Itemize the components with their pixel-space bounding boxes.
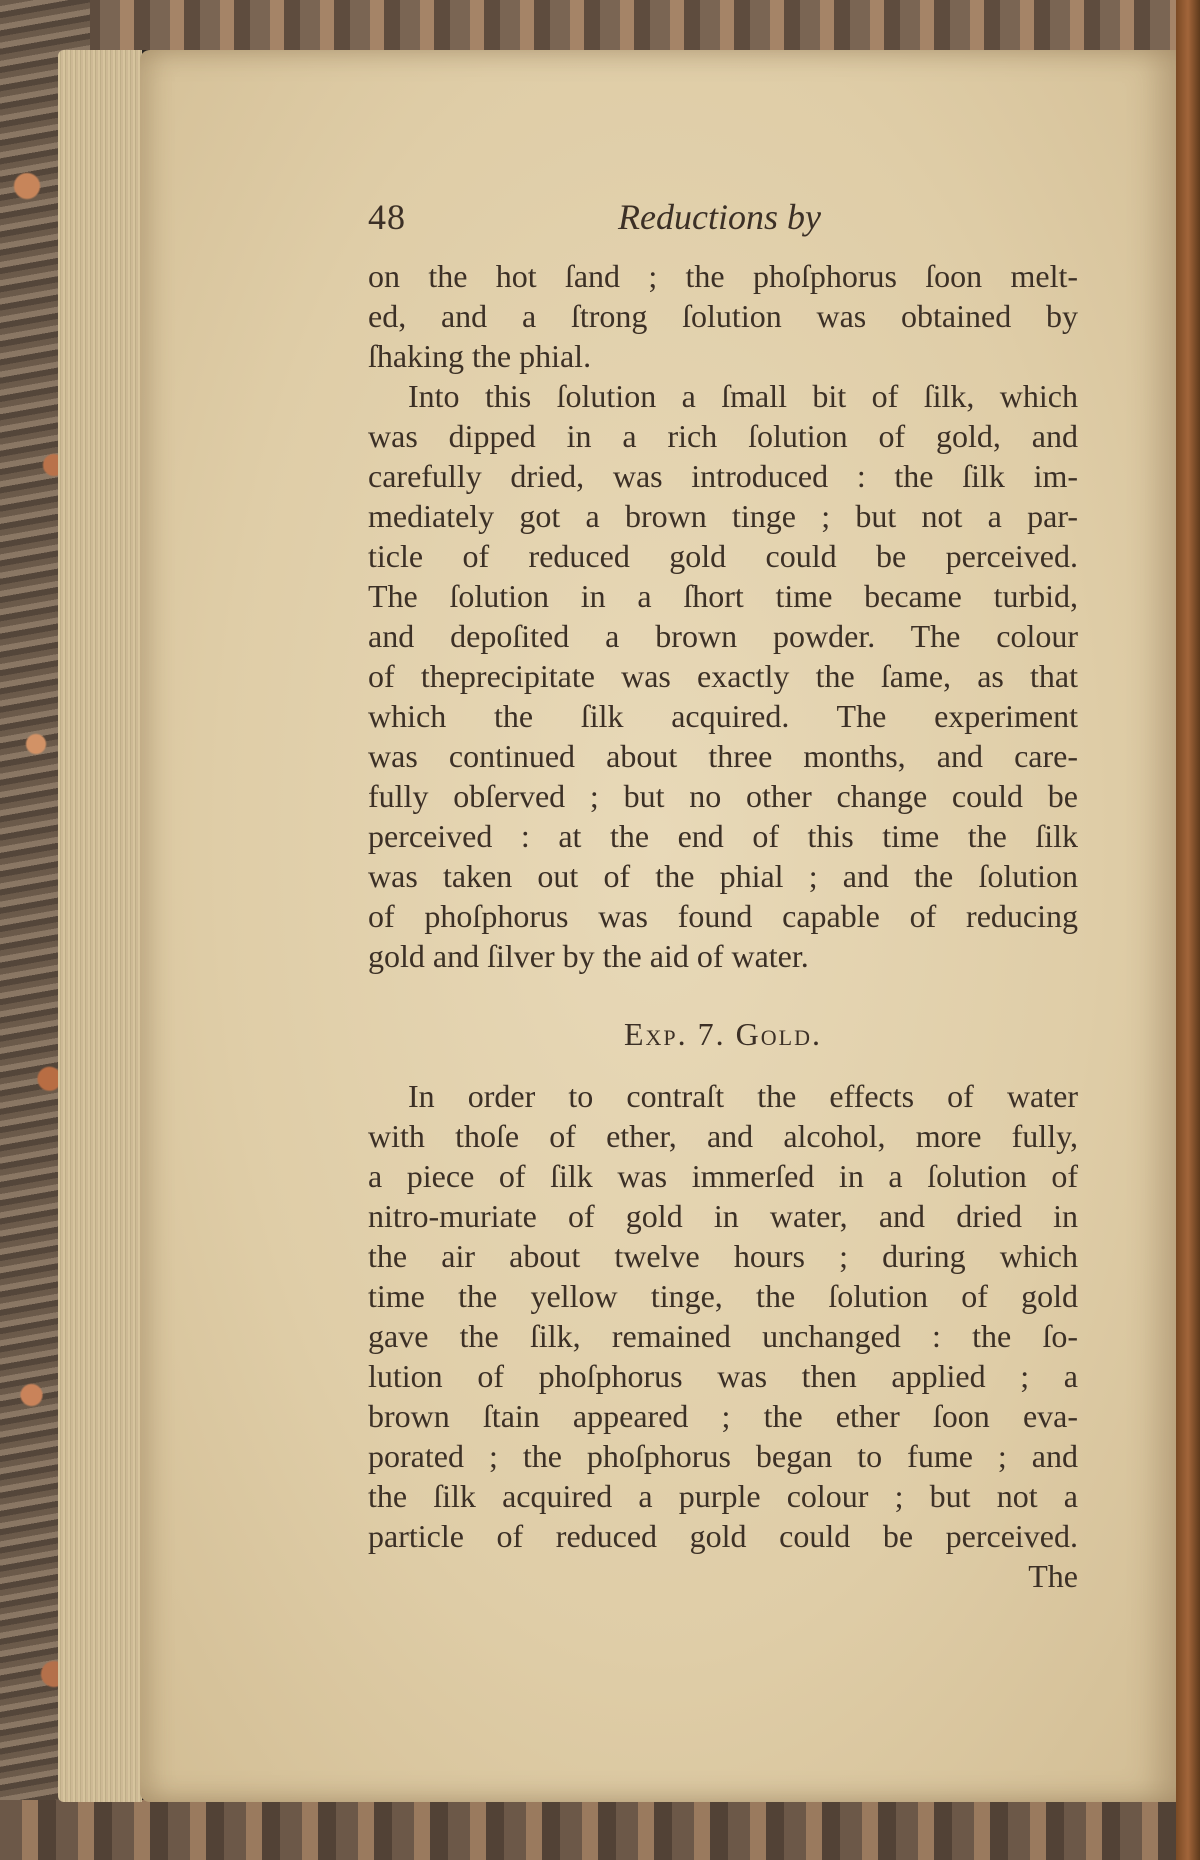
text-line: gave the ſilk, remained unchanged : the ſo- — [368, 1318, 1078, 1354]
text-line: was dipped in a rich ſolution of gold, and — [368, 418, 1078, 454]
catchword: The — [1028, 1558, 1078, 1594]
text-line: a piece of ſilk was immerſed in a ſolution of — [368, 1158, 1078, 1194]
text-line: fully obſerved ; but no other change could be — [368, 778, 1078, 814]
page-number: 48 — [368, 197, 406, 237]
text-line: which the ſilk acquired. The experiment — [368, 698, 1078, 734]
page-header — [368, 196, 1078, 256]
running-head: Reductions by — [618, 197, 821, 237]
text-line: perceived : at the end of this time the ſilk — [368, 818, 1078, 854]
text-line: porated ; the phoſphorus began to fume ; and — [368, 1438, 1078, 1474]
text-line: gold and ſilver by the aid of water. — [368, 938, 809, 974]
text-line: the ſilk acquired a purple colour ; but not a — [368, 1478, 1078, 1514]
text-line: was continued about three months, and care- — [368, 738, 1078, 774]
text-line: was taken out of the phial ; and the ſolution — [368, 858, 1078, 894]
text-line: with thoſe of ether, and alcohol, more fully, — [368, 1118, 1078, 1154]
text-line: lution of phoſphorus was then applied ; a — [368, 1358, 1078, 1394]
leather-spine — [1176, 0, 1200, 1860]
text-line: the air about twelve hours ; during which — [368, 1238, 1078, 1274]
text-line: time the yellow tinge, the ſolution of gold — [368, 1278, 1078, 1314]
text-line: particle of reduced gold could be perceived. — [368, 1518, 1078, 1554]
text-line: In order to contraſt the effects of water — [408, 1078, 1078, 1114]
section-heading: Exp. 7. Gold. — [624, 1016, 822, 1052]
text-line: of phoſphorus was found capable of reducing — [368, 898, 1078, 934]
page-edges — [58, 50, 142, 1802]
marbled-edge-bottom — [0, 1800, 1200, 1860]
paragraph-1 — [368, 256, 1078, 376]
text-line: carefully dried, was introduced : the ſilk im- — [368, 458, 1078, 494]
page-text — [368, 196, 1078, 1596]
marbled-edge-top — [0, 0, 1200, 50]
text-line: nitro-muriate of gold in water, and dried in — [368, 1198, 1078, 1234]
text-line: on the hot ſand ; the phoſphorus ſoon melt- — [368, 258, 1078, 294]
text-line: ed, and a ſtrong ſolution was obtained by — [368, 298, 1078, 334]
text-line: of theprecipitate was exactly the ſame, as that — [368, 658, 1078, 694]
paragraph-2 — [368, 376, 1078, 976]
text-line: mediately got a brown tinge ; but not a par- — [368, 498, 1078, 534]
text-line: Into this ſolution a ſmall bit of ſilk, which — [408, 378, 1078, 414]
text-line: ticle of reduced gold could be perceived. — [368, 538, 1078, 574]
text-line: ſhaking the phial. — [368, 338, 592, 374]
text-line: The ſolution in a ſhort time became turbid, — [368, 578, 1078, 614]
paragraph-3 — [368, 1076, 1078, 1556]
text-line: brown ſtain appeared ; the ether ſoon eva- — [368, 1398, 1078, 1434]
text-line: and depoſited a brown powder. The colour — [368, 618, 1078, 654]
